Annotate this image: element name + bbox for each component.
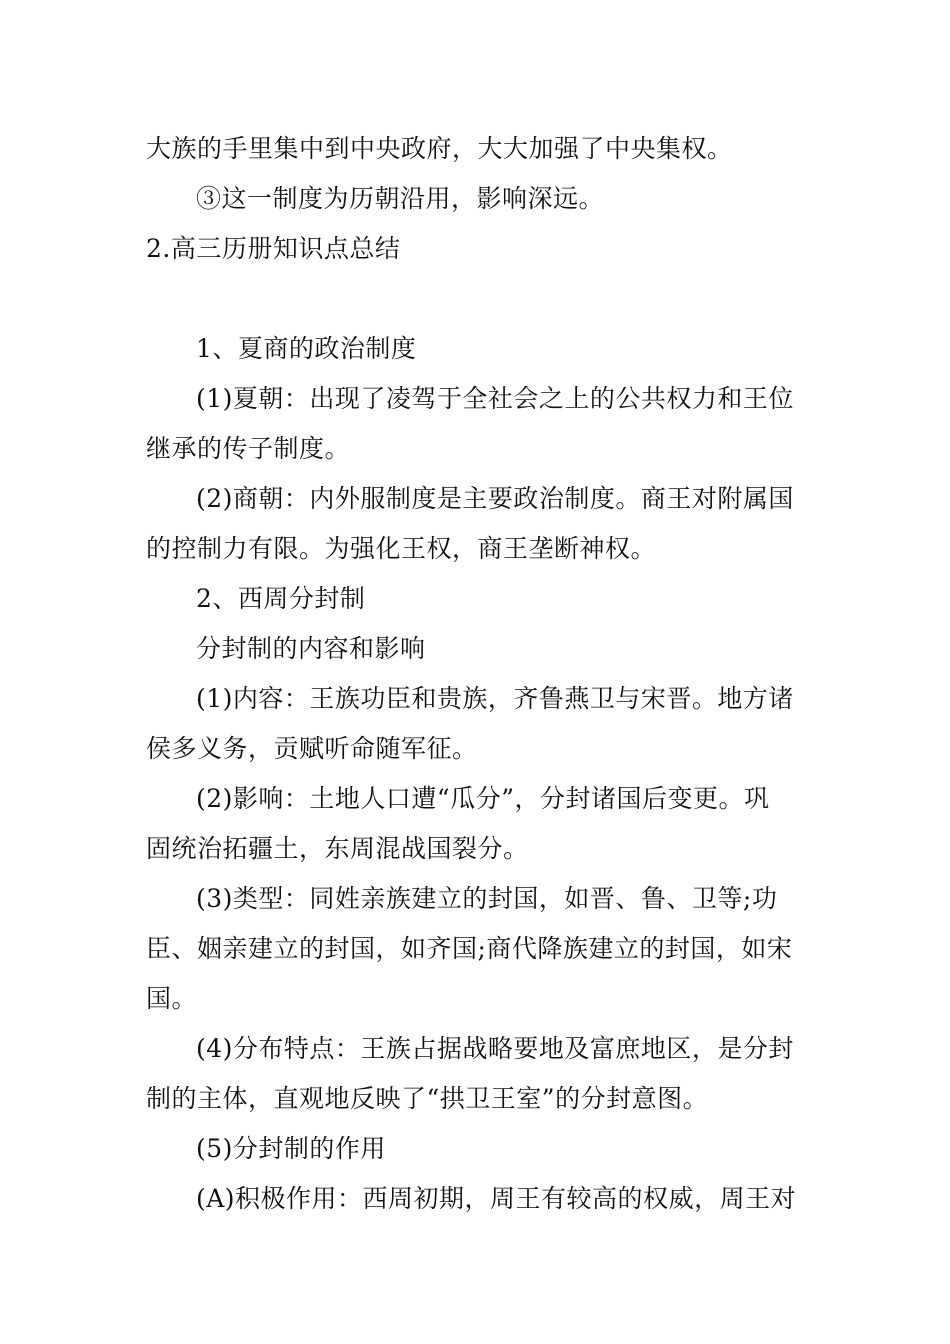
text-line: ③这一制度为历朝沿用，影响深远。	[196, 184, 605, 213]
text-line: (4)分布特点：王族占据战略要地及富庶地区，是分封	[196, 1034, 794, 1063]
text-line: 臣、姻亲建立的封国，如齐国;商代降族建立的封国，如宋	[146, 934, 793, 963]
text-line: 制的主体，直观地反映了“拱卫王室”的分封意图。	[146, 1084, 709, 1113]
text-line: 侯多义务，贡赋听命随军征。	[146, 734, 478, 763]
text-line: (1)内容：王族功臣和贵族，齐鲁燕卫与宋晋。地方诸	[196, 684, 794, 713]
text-line: 固统治拓疆土，东周混战国裂分。	[146, 834, 529, 863]
text-line: (2)商朝：内外服制度是主要政治制度。商王对附属国	[196, 484, 794, 513]
text-line: 国。	[146, 984, 198, 1013]
text-line: 的控制力有限。为强化王权，商王垄断神权。	[146, 534, 657, 563]
section-heading: 2.高三历册知识点总结	[146, 234, 401, 263]
text-line: (A)积极作用：西周初期，周王有较高的权威，周王对	[196, 1184, 797, 1213]
text-line: (1)夏朝：出现了凌驾于全社会之上的公共权力和王位	[196, 384, 794, 413]
subsection-heading: 1、夏商的政治制度	[196, 334, 417, 363]
text-line: (3)类型：同姓亲族建立的封国，如晋、鲁、卫等;功	[196, 884, 778, 913]
text-line: 分封制的内容和影响	[196, 634, 426, 663]
text-line: 大族的手里集中到中央政府，大大加强了中央集权。	[146, 134, 733, 163]
text-line: (5)分封制的作用	[196, 1134, 386, 1163]
subsection-heading: 2、西周分封制	[196, 584, 366, 613]
text-line: 继承的传子制度。	[146, 434, 351, 463]
text-line: (2)影响：土地人口遭“瓜分”，分封诸国后变更。巩	[196, 784, 770, 813]
